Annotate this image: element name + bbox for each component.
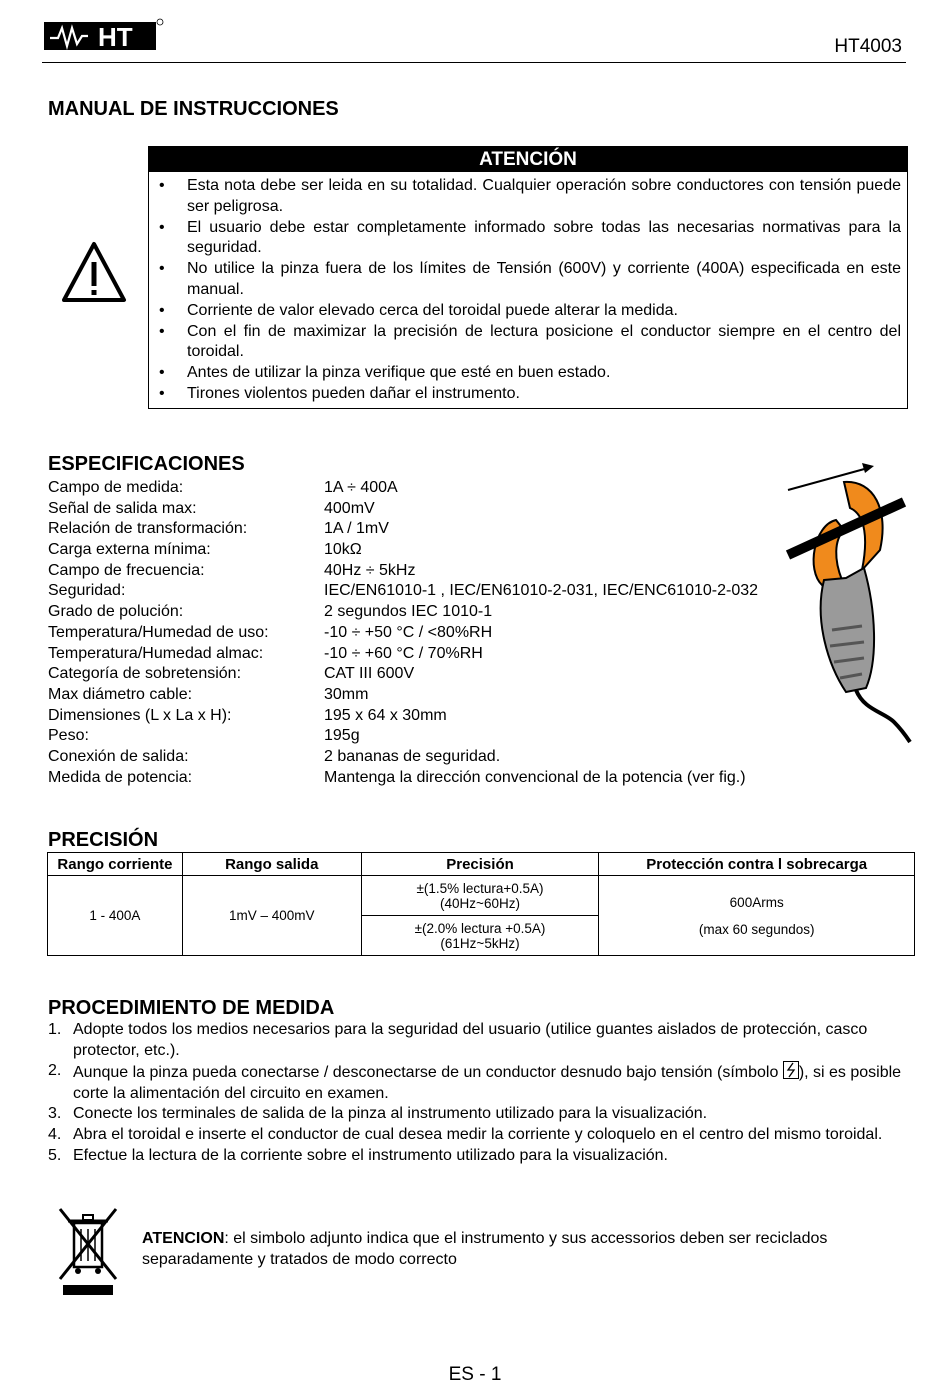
spec-value: 195g — [324, 727, 360, 745]
spec-row — [48, 519, 828, 540]
recycle-notice — [142, 1229, 842, 1270]
precision-heading: PRECISIÓN — [48, 829, 159, 851]
lightning-symbol-icon — [783, 1061, 799, 1079]
spec-row — [48, 561, 828, 582]
logo-text: HT — [98, 22, 133, 52]
output-cell: 1mV – 400mV — [182, 876, 361, 956]
step-text: Efectue la lectura de la corriente sobre el instrumento utilizado para la visualización. — [73, 1146, 668, 1164]
page-number: ES - 1 — [448, 1364, 502, 1385]
warning-item: • Antes de utilizar la pinza verifique que esté en buen estado. — [157, 363, 901, 384]
warning-heading: ATENCIÓN — [149, 147, 907, 172]
warning-triangle-icon — [60, 240, 128, 304]
spec-value: 30mm — [324, 685, 369, 703]
spec-row — [48, 602, 828, 623]
column-header: Rango corriente — [48, 853, 183, 876]
step-text: Abra el toroidal e inserte el conductor de cual desea medir la corriente y coloquelo en el centro del mismo toroidal. — [73, 1125, 883, 1143]
specs-list — [48, 478, 828, 788]
header-rule — [42, 62, 906, 63]
warning-item: • El usuario debe estar completamente informado sobre todas las necesarias normativas para la seguridad. — [157, 218, 901, 260]
procedure-heading: PROCEDIMIENTO DE MEDIDA — [48, 997, 335, 1019]
warning-item: • Tirones violentos pueden dañar el instrumento. — [157, 384, 901, 405]
warning-item: • No utilice la pinza fuera de los límites de Tensión (600V) y corriente (400A) especificada en este manual. — [157, 259, 901, 301]
procedure-step — [48, 1061, 908, 1104]
spec-row — [48, 581, 828, 602]
procedure-step — [48, 1146, 908, 1167]
spec-row — [48, 726, 828, 747]
crossed-bin-icon — [56, 1205, 120, 1297]
procedure-step — [48, 1104, 908, 1125]
accuracy-frequency: (61Hz~5kHz) — [440, 935, 520, 951]
column-header: Precisión — [361, 853, 599, 876]
step-text: Adopte todos los medios necesarios para la seguridad del usuario (utilice guantes aislados de protección, casco protector, etc.). — [73, 1021, 868, 1059]
accuracy-value: ±(1.5% lectura+0.5A) — [416, 880, 544, 896]
warning-item: • Con el fin de maximizar la precisión de lectura posicione el conductor siempre en el centro del toroidal. — [157, 322, 901, 364]
precision-table — [47, 852, 915, 956]
step-number: 4. — [48, 1125, 62, 1143]
spec-value: -10 ÷ +50 °C / <80%RH — [324, 623, 493, 641]
range-cell: 1 - 400A — [48, 876, 183, 956]
accuracy-value: ±(2.0% lectura +0.5A) — [414, 920, 546, 936]
spec-value: 10kΩ — [324, 541, 362, 559]
recycle-notice-text: : el simbolo adjunto indica que el instrumento y sus accessorios deben ser reciclados separadamente y tratados de modo correcto — [142, 1230, 828, 1268]
warning-box — [148, 146, 908, 409]
spec-label: Dimensiones (L x La x H): — [48, 706, 232, 724]
accuracy-frequency: (40Hz~60Hz) — [440, 895, 520, 911]
protection-cell — [599, 876, 915, 956]
warning-item: • Esta nota debe ser leida en su totalidad. Cualquier operación sobre conductores con tensión puede ser peligrosa. — [157, 176, 901, 218]
spec-label: Campo de frecuencia: — [48, 561, 205, 579]
recycle-notice-label: ATENCION — [142, 1230, 225, 1247]
column-header: Protección contra l sobrecarga — [599, 853, 915, 876]
page-title: MANUAL DE INSTRUCCIONES — [48, 98, 339, 120]
spec-label: Max diámetro cable: — [48, 685, 193, 703]
spec-label: Seguridad: — [48, 582, 126, 600]
step-number: 2. — [48, 1062, 62, 1080]
step-number: 5. — [48, 1146, 62, 1164]
spec-value: -10 ÷ +60 °C / 70%RH — [324, 644, 483, 662]
spec-value: 195 x 64 x 30mm — [324, 706, 447, 724]
spec-label: Temperatura/Humedad almac: — [48, 644, 264, 662]
spec-label: Peso: — [48, 727, 89, 745]
spec-value: IEC/EN61010-1 , IEC/EN61010-2-031, IEC/ENC61010-2-032 — [324, 582, 759, 600]
spec-label: Temperatura/Humedad de uso: — [48, 623, 269, 641]
warning-list — [149, 172, 907, 405]
step-number: 3. — [48, 1105, 62, 1123]
table-row — [48, 876, 915, 916]
procedure-list — [48, 1020, 908, 1166]
spec-row — [48, 540, 828, 561]
spec-row — [48, 768, 828, 789]
procedure-step — [48, 1020, 908, 1061]
spec-label: Medida de potencia: — [48, 768, 193, 786]
procedure-step — [48, 1125, 908, 1146]
model-number: HT4003 — [834, 36, 902, 57]
spec-value: 400mV — [324, 499, 375, 517]
spec-row — [48, 478, 828, 499]
spec-value: 2 bananas de seguridad. — [324, 747, 501, 765]
spec-value: 1A ÷ 400A — [324, 479, 398, 496]
spec-label: Conexión de salida: — [48, 747, 189, 765]
column-header: Rango salida — [182, 853, 361, 876]
spec-label: Grado de polución: — [48, 603, 184, 621]
warning-item: • Corriente de valor elevado cerca del toroidal puede alterar la medida. — [157, 301, 901, 322]
spec-row — [48, 664, 828, 685]
spec-row — [48, 747, 828, 768]
table-header-row — [48, 853, 915, 876]
spec-value: 2 segundos IEC 1010-1 — [324, 603, 493, 621]
step-text: Conecte los terminales de salida de la pinza al instrumento utilizado para la visualización. — [73, 1105, 708, 1123]
specs-heading: ESPECIFICACIONES — [48, 453, 245, 475]
protection-duration: (max 60 segundos) — [698, 921, 815, 937]
spec-row — [48, 685, 828, 706]
spec-value: 40Hz ÷ 5kHz — [324, 561, 416, 579]
accuracy-cell — [361, 876, 599, 916]
spec-value: Mantenga la dirección convencional de la potencia (ver fig.) — [324, 768, 746, 786]
spec-row — [48, 623, 828, 644]
spec-row — [48, 499, 828, 520]
step-text: ), si es posible corte la alimentación del circuito en examen. — [73, 1064, 902, 1102]
spec-row — [48, 706, 828, 727]
protection-value: 600Arms — [729, 894, 784, 910]
spec-label: Relación de transformación: — [48, 520, 248, 538]
ht-logo — [44, 16, 164, 54]
step-text: Aunque la pinza pueda conectarse / desconectarse de un conductor desnudo bajo tensión (símbolo — [73, 1064, 783, 1082]
spec-label: Carga externa mínima: — [48, 541, 211, 559]
accuracy-cell — [361, 916, 599, 956]
spec-row — [48, 644, 828, 665]
step-number: 1. — [48, 1021, 62, 1038]
spec-value: 1A / 1mV — [324, 520, 389, 538]
spec-value: CAT III 600V — [324, 665, 415, 683]
spec-label: Categoría de sobretensión: — [48, 665, 242, 683]
spec-label: Señal de salida max: — [48, 499, 197, 517]
clamp-illustration — [784, 460, 914, 745]
spec-label: Campo de medida: — [48, 479, 184, 496]
